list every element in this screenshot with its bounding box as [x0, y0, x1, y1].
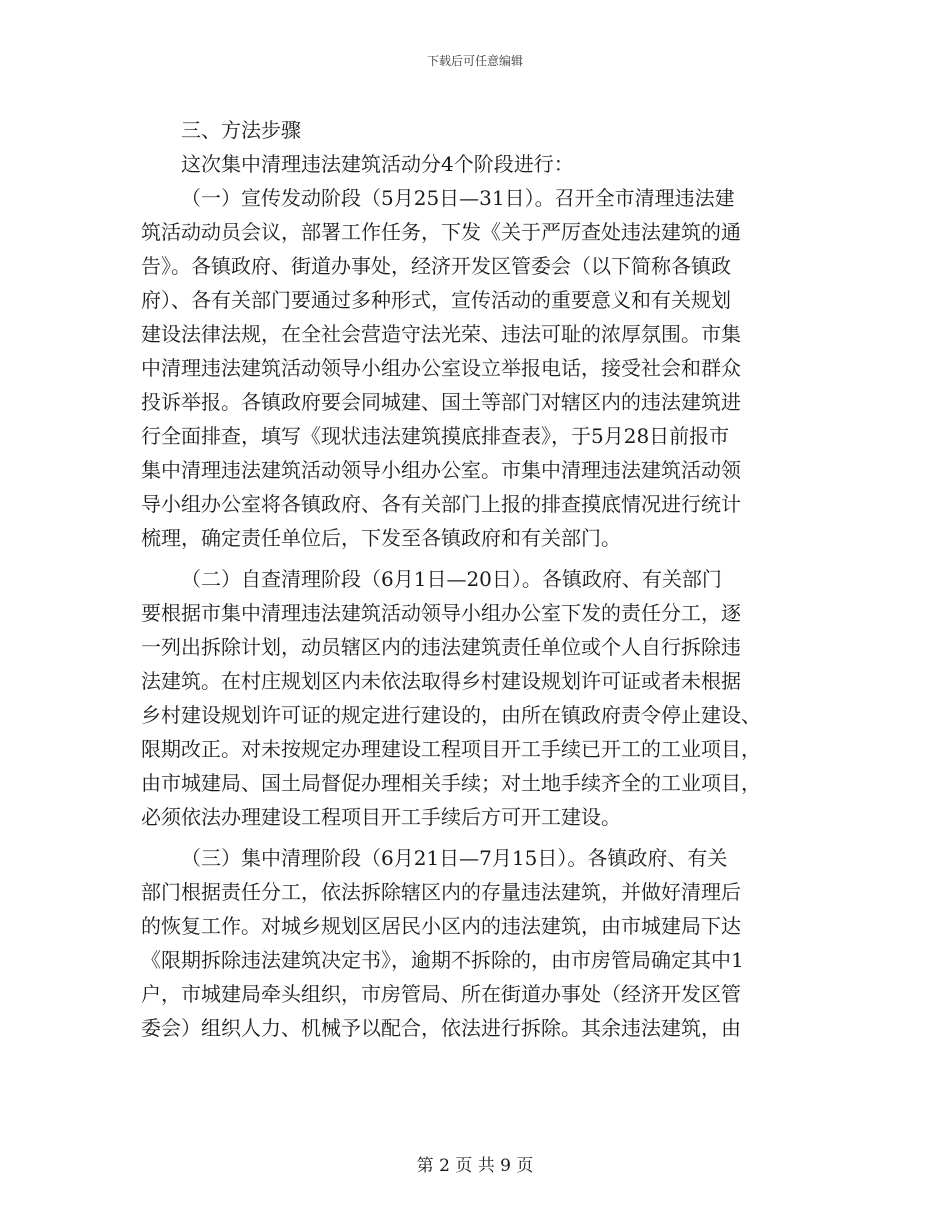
- text-line: 法建筑。在村庄规划区内未依法取得乡村建设规划许可证或者未根据: [141, 669, 741, 693]
- text-line: 《限期拆除违法建筑决定书》，逾期不拆除的，由市房管局确定其中1: [141, 948, 744, 972]
- text-line: 的恢复工作。对城乡规划区居民小区内的违法建筑，由市城建局下达: [141, 914, 741, 938]
- paragraph-start: （一）宣传发动阶段（5月25日—31日）。召开全市清理违法建: [181, 186, 735, 210]
- text-line: 集中清理违法建筑活动领导小组办公室。市集中清理违法建筑活动领: [141, 458, 741, 482]
- text-line: 投诉举报。各镇政府要会同城建、国土等部门对辖区内的违法建筑进: [141, 390, 741, 414]
- text-line: 行全面排查，填写《现状违法建筑摸底排查表》，于5月28日前报市: [141, 424, 730, 448]
- text-line: 这次集中清理违法建筑活动分4个阶段进行：: [181, 152, 574, 176]
- text-line: 乡村建设规划许可证的规定进行建设的，由所在镇政府责令停止建设、: [141, 703, 761, 727]
- paragraph-start: （二）自查清理阶段（6月1日—20日）。各镇政府、有关部门: [181, 567, 722, 591]
- text-line: 建设法律法规，在全社会营造守法光荣、违法可耻的浓厚氛围。市集: [141, 322, 741, 346]
- text-line: 部门根据责任分工，依法拆除辖区内的存量违法建筑，并做好清理后: [141, 880, 741, 904]
- paragraph-start: （三）集中清理阶段（6月21日—7月15日）。各镇政府、有关: [181, 846, 728, 870]
- text-line: 一列出拆除计划，动员辖区内的违法建筑责任单位或个人自行拆除违: [141, 635, 741, 659]
- text-line: 限期改正。对未按规定办理建设工程项目开工手续已开工的工业项目，: [141, 737, 761, 761]
- text-line: 中清理违法建筑活动领导小组办公室设立举报电话，接受社会和群众: [141, 356, 741, 380]
- text-line: 由市城建局、国土局督促办理相关手续；对土地手续齐全的工业项目，: [141, 771, 761, 795]
- text-line: 导小组办公室将各镇政府、各有关部门上报的排查摸底情况进行统计: [141, 492, 741, 516]
- text-line: 户，市城建局牵头组织，市房管局、所在街道办事处（经济开发区管: [141, 982, 741, 1006]
- text-line: 府）、各有关部门要通过多种形式，宣传活动的重要意义和有关规划: [141, 288, 731, 312]
- text-line: 告》。各镇政府、街道办事处，经济开发区管委会（以下简称各镇政: [141, 254, 731, 278]
- text-line: 筑活动动员会议，部署工作任务，下发《关于严厉查处违法建筑的通: [141, 220, 741, 244]
- text-line: 委会）组织人力、机械予以配合，依法进行拆除。其余违法建筑，由: [141, 1016, 741, 1040]
- text-line: 梳理，确定责任单位后，下发至各镇政府和有关部门。: [141, 526, 621, 550]
- page-header: 下载后可任意编辑: [426, 54, 523, 68]
- section-heading: 三、方法步骤: [181, 118, 301, 142]
- text-line: 必须依法办理建设工程项目开工手续后方可开工建设。: [141, 805, 621, 829]
- document-body: [141, 113, 805, 1045]
- page-number-footer: 第 2 页 共 9 页: [416, 1156, 534, 1176]
- text-line: 要根据市集中清理违法建筑活动领导小组办公室下发的责任分工，逐: [141, 601, 741, 625]
